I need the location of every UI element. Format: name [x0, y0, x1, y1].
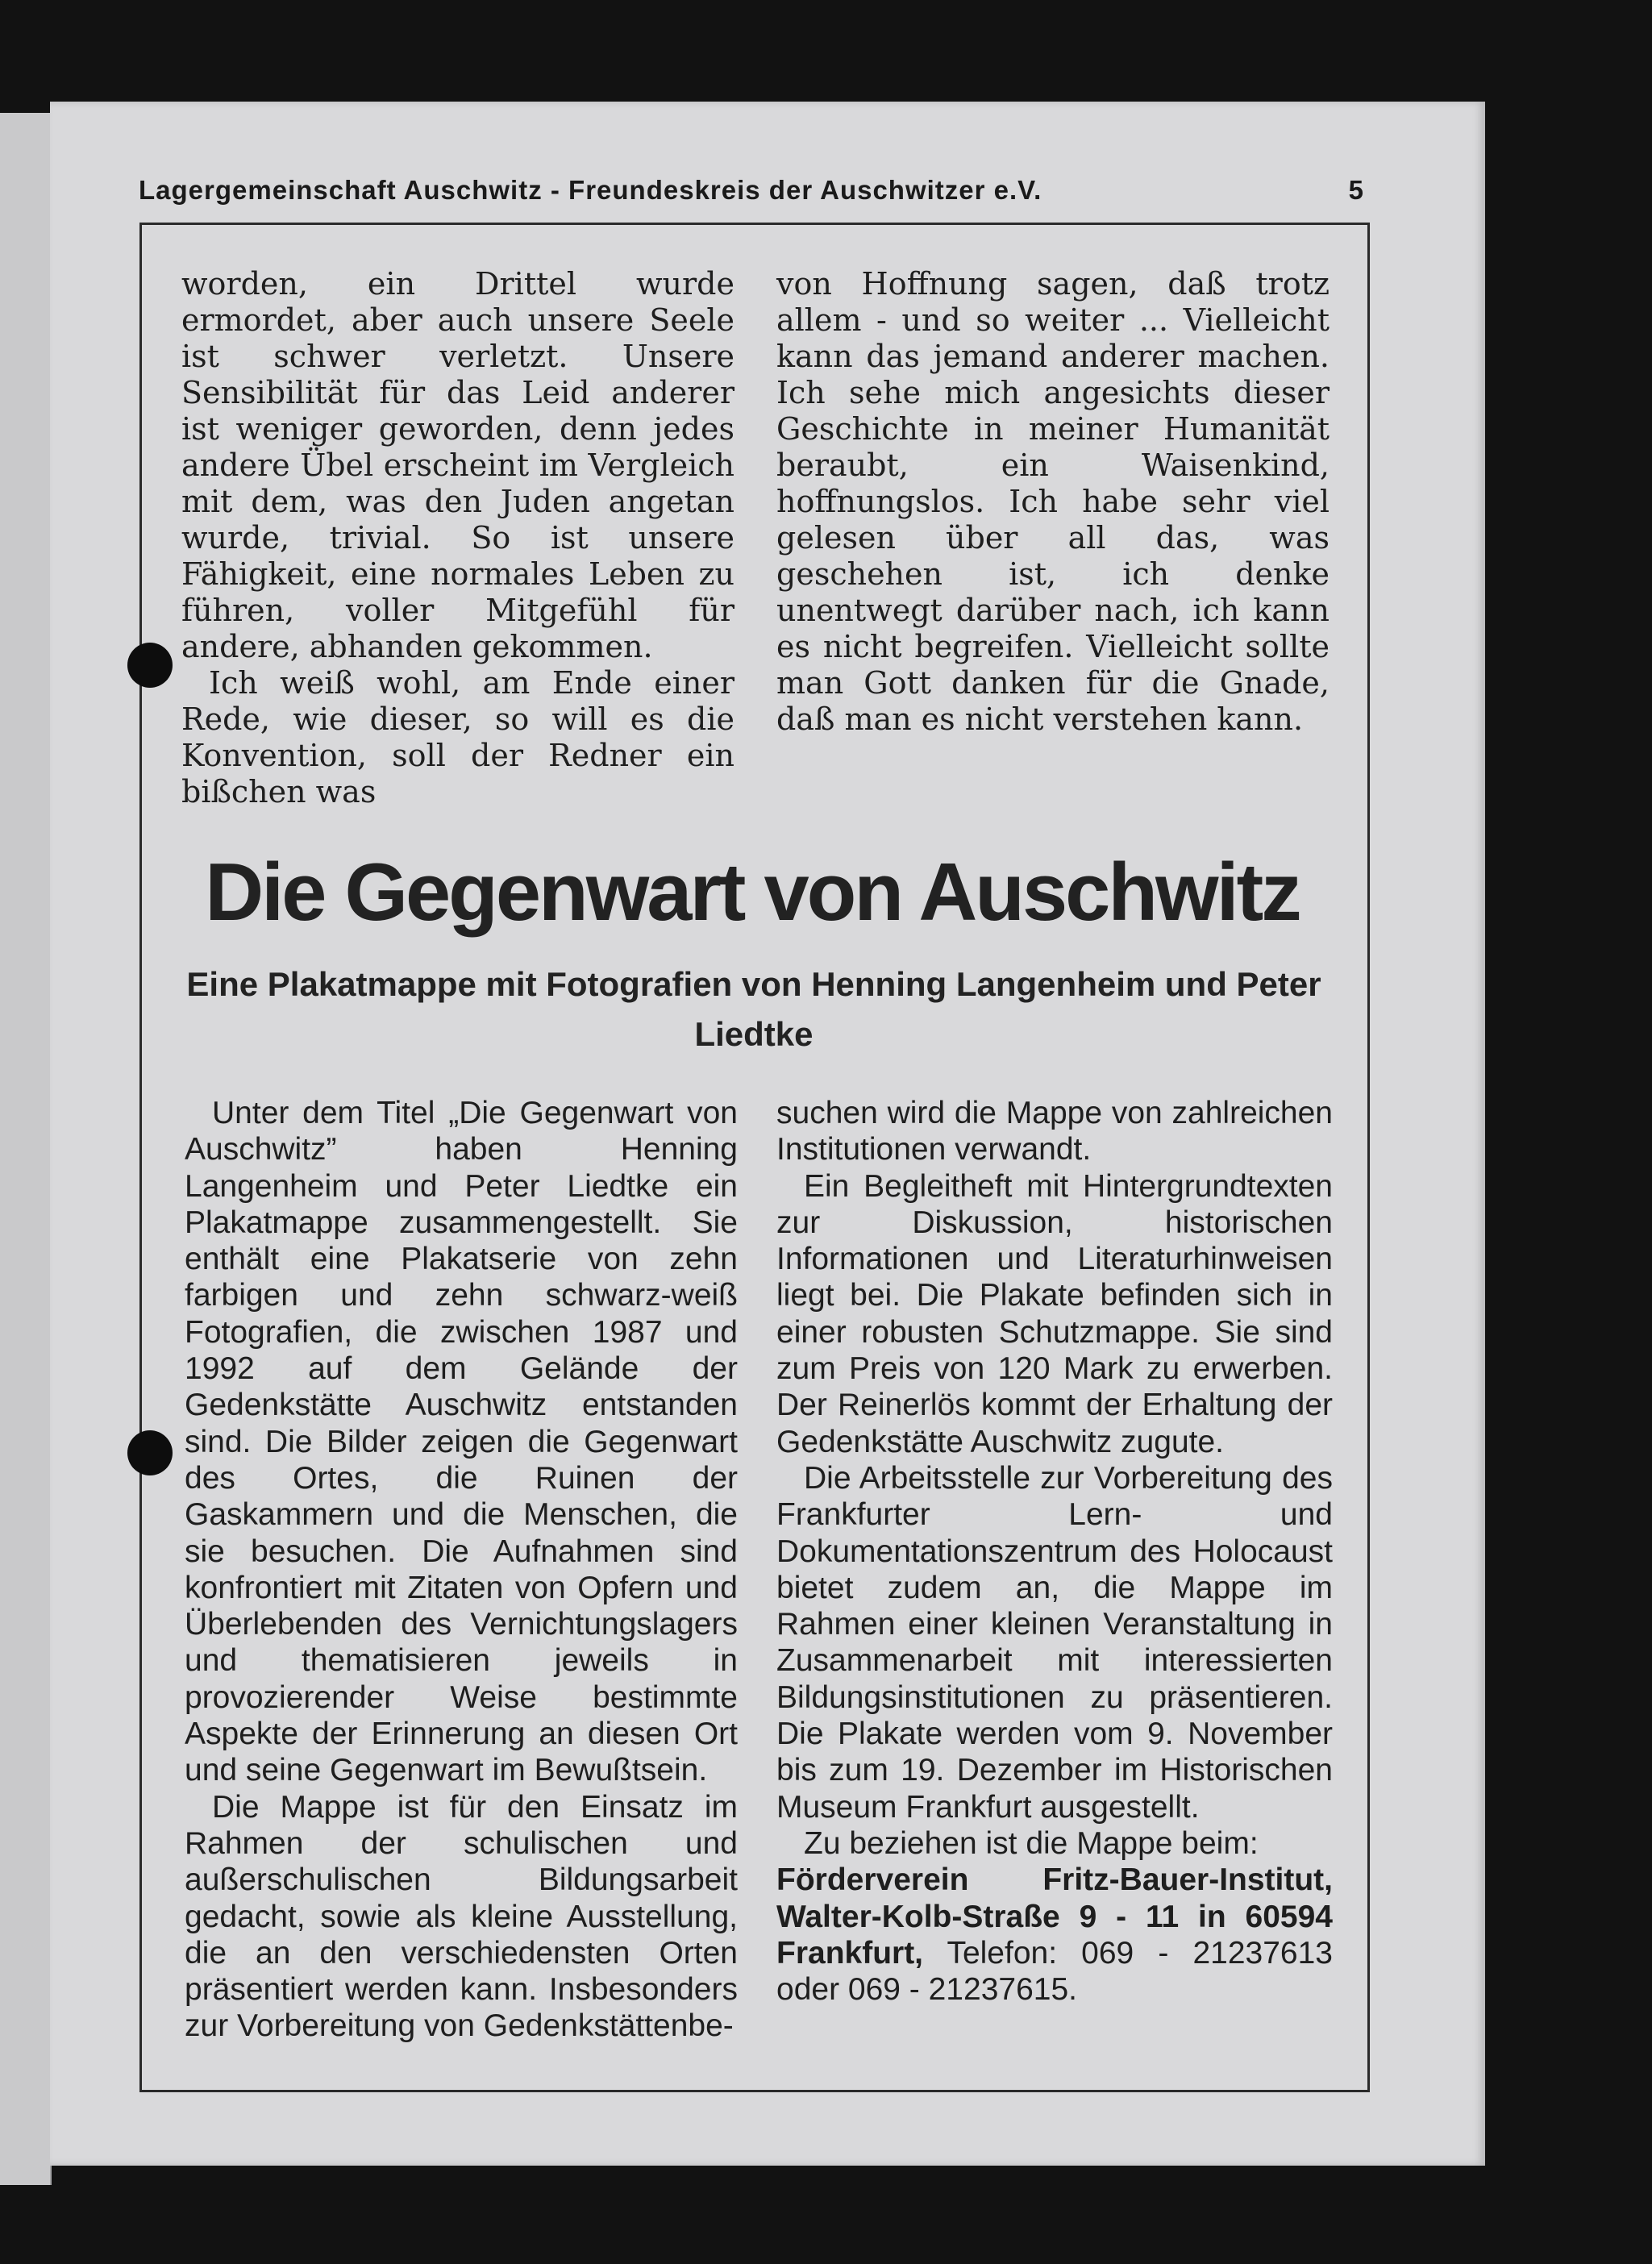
page-number: 5	[1348, 175, 1364, 205]
header-title: Lagergemeinschaft Auschwitz - Freundeskreis der Auschwitzer e.V.	[139, 175, 1042, 205]
paragraph: Ich weiß wohl, am Ende einer Rede, wie dieser, so will es die Konvention, soll der Redner ein bißchen was	[181, 665, 734, 809]
article-right-column	[776, 1095, 1333, 2008]
paragraph: Ein Begleitheft mit Hintergrundtexten zur Diskussion, historischen Informationen und Literaturhinweisen liegt bei. Die Plakate befinden sich in einer robusten Schutzmappe. Sie sind zum Preis von 120 Mark zu erwerben. Der Reinerlös kommt der Erhaltung der Gedenkstätte Auschwitz zugute.	[776, 1168, 1333, 1459]
contact-address: Förderverein Fritz-Bauer-Institut, Walter-Kolb-Straße 9 - 11 in 60594 Frankfurt,	[776, 1862, 1333, 1971]
contact-phone: Telefon: 069 - 21237613 oder 069 - 21237615.	[776, 1935, 1333, 2008]
article-left-column	[185, 1095, 738, 2045]
punch-hole-upper	[127, 643, 173, 688]
top-article-left-column	[181, 266, 734, 810]
article-title: Die Gegenwart von Auschwitz	[205, 847, 1300, 938]
article-subtitle: Eine Plakatmappe mit Fotografien von Henning Langenheim und Peter Liedtke	[186, 965, 1321, 1053]
contact-paragraph	[776, 1862, 1333, 2008]
paragraph: von Hoffnung sagen, daß trotz allem - und so weiter ... Vielleicht kann das jemand anderer machen. Ich sehe mich angesichts dieser Geschichte in meiner Humanität beraubt, ein Waisenkind, hoffnungslos. Ich habe sehr viel gelesen über all das, was geschehen ist, ich denke unentwegt darüber nach, ich kann es nicht begreifen. Vielleicht sollte man Gott danken für die Gnade, daß man es nicht verstehen kann.	[776, 266, 1330, 737]
previous-page-edge	[0, 113, 52, 2185]
paragraph: Die Arbeitsstelle zur Vorbereitung des Frankfurter Lern- und Dokumentationszentrum des Holocaust bietet zudem an, die Mappe im Rahmen einer kleinen Veranstaltung in Zusammenarbeit mit interessierten Bildungsinstitutionen zu präsentieren. Die Plakate werden vom 9. November bis zum 19. Dezember im Historischen Museum Frankfurt ausgestellt.	[776, 1460, 1333, 1825]
running-header	[139, 171, 1364, 210]
punch-hole-lower	[127, 1430, 173, 1475]
top-article-right-column	[776, 266, 1330, 738]
paragraph: Die Mappe ist für den Einsatz im Rahmen der schulischen und außerschulischen Bildungsarbeit gedacht, sowie als kleine Ausstellung, die an den verschiedensten Orten präsentiert werden kann. Insbesonders zur Vorbereitung von Gedenkstättenbe-	[185, 1789, 738, 2044]
contact-intro: Zu beziehen ist die Mappe beim:	[804, 1825, 1259, 1861]
paragraph: suchen wird die Mappe von zahlreichen Institutionen verwandt.	[776, 1096, 1333, 1167]
paragraph: worden, ein Drittel wurde ermordet, aber auch unsere Seele ist schwer verletzt. Unsere Sensibilität für das Leid anderer ist weniger geworden, denn jedes andere Übel erscheint im Vergleich mit dem, was den Juden angetan wurde, trivial. So ist unsere Fähigkeit, eine normales Leben zu führen, voller Mitgefühl für andere, abhanden gekommen.	[181, 266, 734, 664]
paragraph: Unter dem Titel „Die Gegenwart von Auschwitz” haben Henning Langenheim und Peter Liedtke ein Plakatmappe zusammengestellt. Sie enthält eine Plakatserie von zehn farbigen und zehn schwarz-weiß Fotografien, die zwischen 1987 und 1992 auf dem Gelände der Gedenkstätte Auschwitz entstanden sind. Die Bilder zeigen die Gegenwart des Ortes, die Ruinen der Gaskammern und die Menschen, die sie besuchen. Die Aufnahmen sind konfrontiert mit Zitaten von Opfern und Überlebenden des Vernichtungslagers und thematisieren jeweils in provozierender Weise bestimmte Aspekte der Erinnerung an diesen Ort und seine Gegenwart im Bewußtsein.	[185, 1096, 738, 1788]
